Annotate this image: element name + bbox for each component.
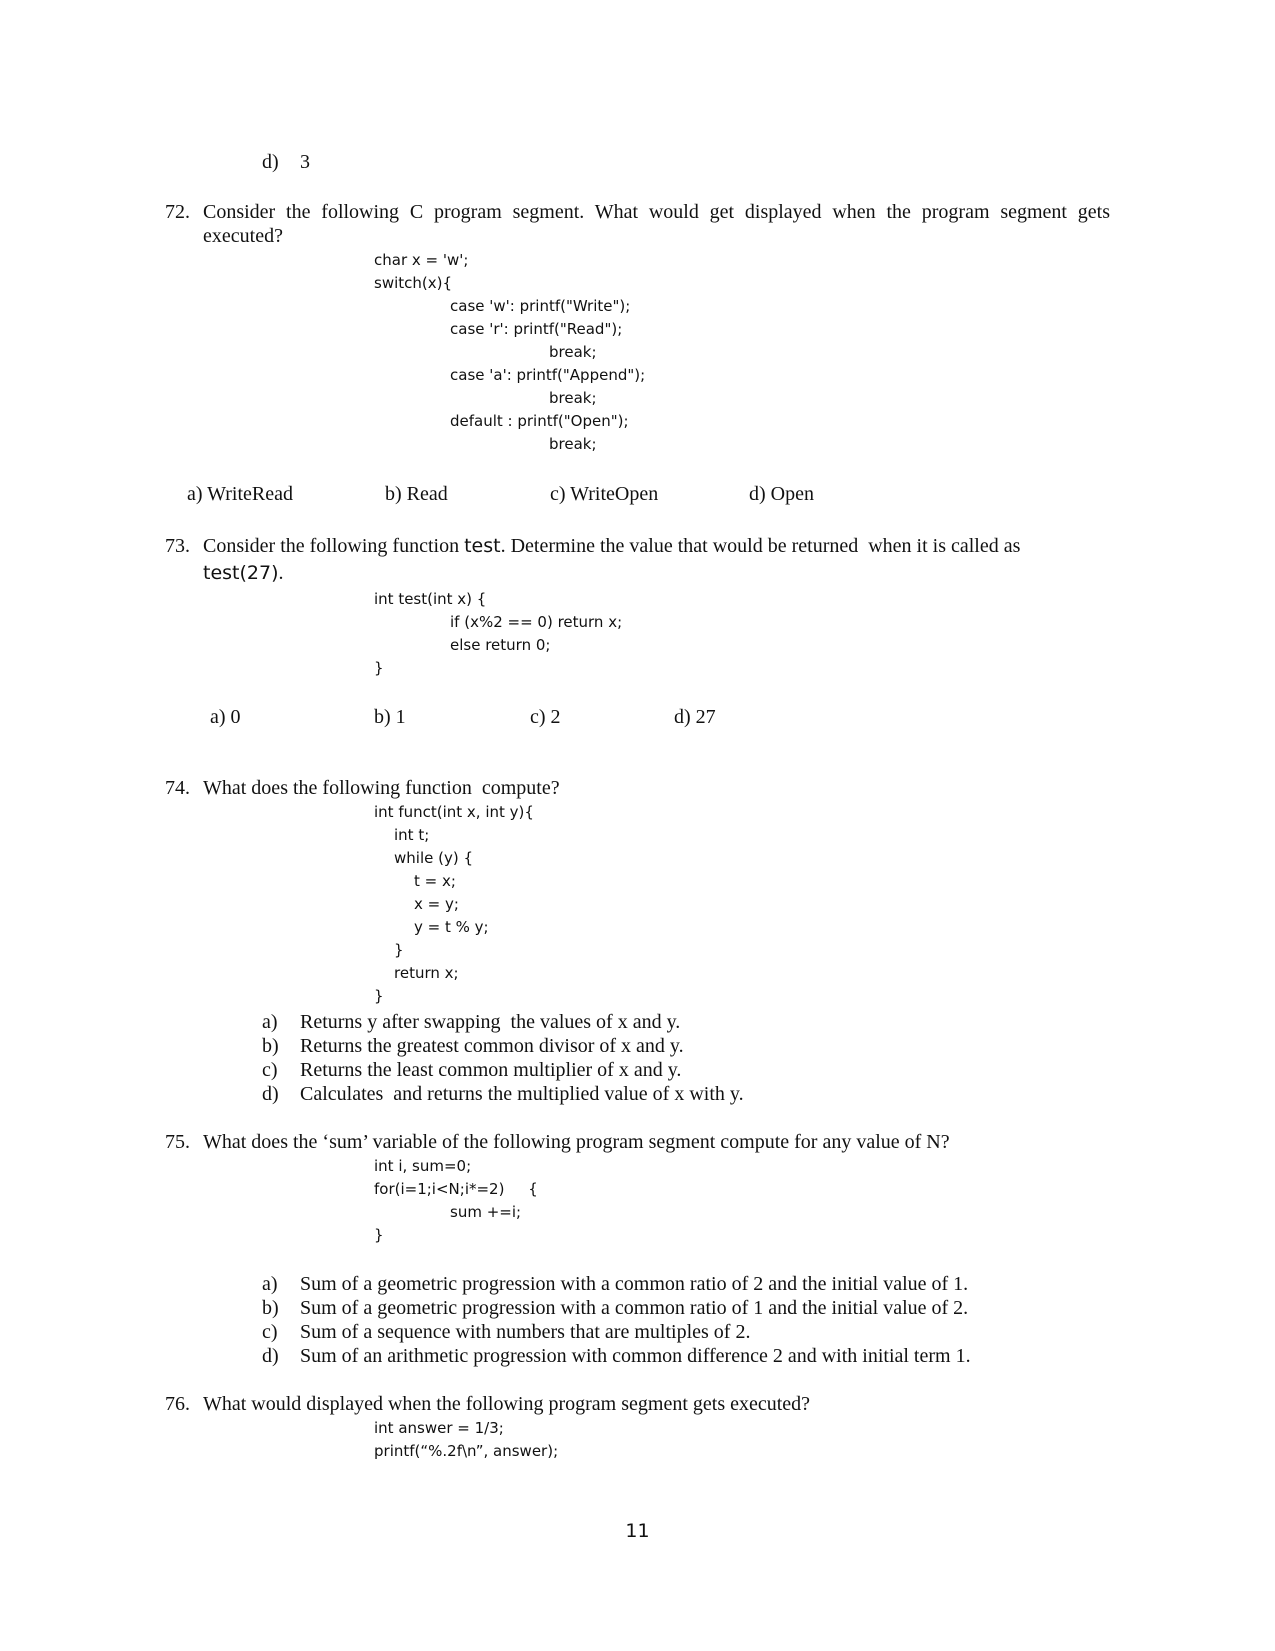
code-line: } (374, 987, 384, 1005)
code-line: return x; (394, 964, 459, 982)
question-text (203, 561, 284, 585)
question-number: 73. (165, 535, 190, 557)
question-text: What does the following function compute? (203, 777, 560, 799)
answer-option: d) Open (749, 483, 814, 505)
code-line: int t; (394, 826, 430, 844)
code-line: for(i=1;i<N;i*=2) { (374, 1180, 538, 1198)
answer-option: a) WriteRead (187, 483, 293, 505)
question-text: What would displayed when the following program segment gets executed? (203, 1393, 811, 1415)
option-text: Returns the greatest common divisor of x and y. (300, 1035, 684, 1057)
question-text-part: . (278, 562, 284, 584)
option-label: b) (262, 1035, 279, 1057)
option-text: Sum of a geometric progression with a common ratio of 1 and the initial value of 2. (300, 1297, 969, 1319)
code-line: char x = 'w'; (374, 251, 469, 269)
option-label: d) (262, 151, 279, 173)
option-label: a) (262, 1273, 278, 1295)
question-number: 76. (165, 1393, 190, 1415)
option-text: Sum of a geometric progression with a common ratio of 2 and the initial value of 1. (300, 1273, 969, 1295)
option-label: d) (262, 1345, 279, 1367)
answer-option: c) 2 (530, 706, 561, 728)
code-line: int funct(int x, int y){ (374, 803, 534, 821)
code-line: case 'w': printf("Write"); (450, 297, 631, 315)
question-text: What does the ‘sum’ variable of the following program segment compute for any value of N? (203, 1131, 950, 1153)
option-text: 3 (300, 151, 310, 173)
code-line: int test(int x) { (374, 590, 487, 608)
function-name: test (464, 535, 501, 557)
option-label: a) (262, 1011, 278, 1033)
answer-option: b) Read (385, 483, 448, 505)
answer-option: d) 27 (674, 706, 716, 728)
function-call: test(27) (203, 562, 279, 584)
code-line: else return 0; (450, 636, 551, 654)
question-text-part: Consider the following function (203, 535, 460, 557)
option-text: Returns the least common multiplier of x and y. (300, 1059, 682, 1081)
code-line: switch(x){ (374, 274, 453, 292)
option-text: Sum of an arithmetic progression with common difference 2 and with initial term 1. (300, 1345, 971, 1367)
question-number: 74. (165, 777, 190, 799)
question-text: Consider the following C program segment. What would get displayed when the program segment gets (203, 201, 1110, 223)
option-text: Calculates and returns the multiplied value of x with y. (300, 1083, 744, 1105)
option-label: b) (262, 1297, 279, 1319)
answer-option: c) WriteOpen (550, 483, 659, 505)
option-label: c) (262, 1321, 278, 1343)
code-line: printf(“%.2f\n”, answer); (374, 1442, 559, 1460)
page-number: 11 (625, 1520, 650, 1542)
code-line: x = y; (414, 895, 459, 913)
option-label: c) (262, 1059, 278, 1081)
code-line: } (374, 659, 384, 677)
code-line: y = t % y; (414, 918, 489, 936)
code-line: break; (549, 389, 597, 407)
code-line: sum +=i; (450, 1203, 522, 1221)
code-line: while (y) { (394, 849, 473, 867)
code-line: int i, sum=0; (374, 1157, 472, 1175)
question-text (203, 534, 1110, 558)
code-line: t = x; (414, 872, 456, 890)
answer-option: a) 0 (210, 706, 241, 728)
option-text: Returns y after swapping the values of x and y. (300, 1011, 681, 1033)
code-line: } (394, 941, 404, 959)
option-label: d) (262, 1083, 279, 1105)
code-line: if (x%2 == 0) return x; (450, 613, 623, 631)
code-line: default : printf("Open"); (450, 412, 629, 430)
code-line: case 'r': printf("Read"); (450, 320, 623, 338)
code-line: case 'a': printf("Append"); (450, 366, 646, 384)
code-line: break; (549, 435, 597, 453)
code-line: int answer = 1/3; (374, 1419, 504, 1437)
code-line: } (374, 1226, 384, 1244)
code-line: break; (549, 343, 597, 361)
option-text: Sum of a sequence with numbers that are multiples of 2. (300, 1321, 751, 1343)
question-text-part: . Determine the value that would be returned when it is called as (500, 535, 1021, 557)
answer-option: b) 1 (374, 706, 406, 728)
question-number: 75. (165, 1131, 190, 1153)
question-text: executed? (203, 225, 283, 247)
question-number: 72. (165, 201, 190, 223)
